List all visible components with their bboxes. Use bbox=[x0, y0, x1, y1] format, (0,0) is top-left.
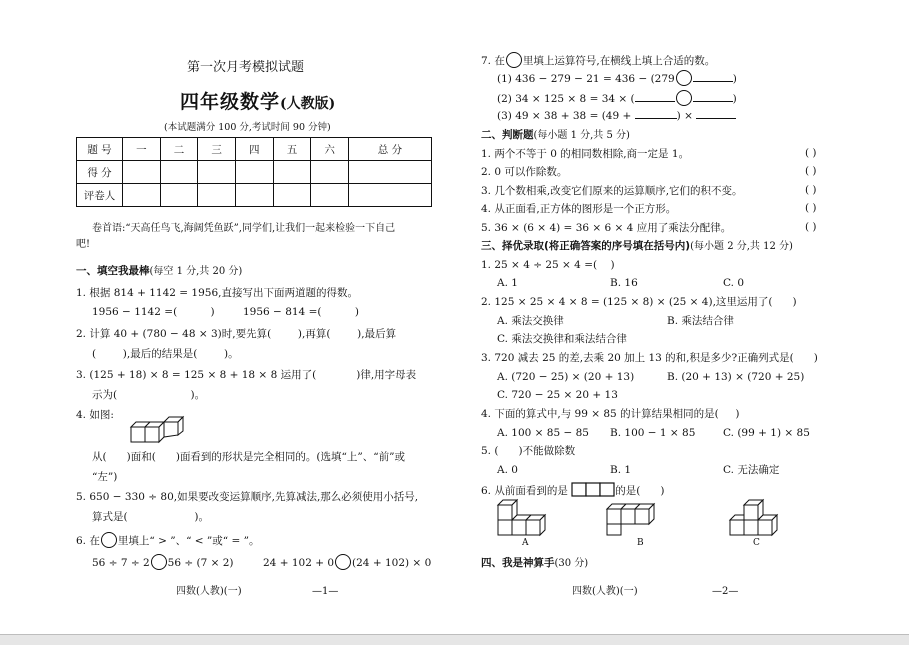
section2-title: 二、判断题 bbox=[481, 129, 534, 141]
judge-answer-paren[interactable]: ( ) bbox=[805, 202, 817, 214]
compare-circle-input[interactable] bbox=[335, 554, 351, 570]
option-a-label: A bbox=[522, 538, 529, 548]
answer-blank[interactable]: ( ) bbox=[494, 445, 523, 457]
q1-4-and: 面和 bbox=[130, 451, 152, 463]
window-bottom-bar bbox=[0, 634, 909, 645]
exam-title-edition: (人教版) bbox=[280, 96, 336, 112]
mc-question-text: 4. 下面的算式中,与 99 × 85 的计算结果相同的是 bbox=[481, 408, 715, 420]
q-number: 3. bbox=[76, 369, 87, 381]
section1-title: 一、填空我最棒 bbox=[76, 265, 150, 277]
q1-4-stem: 如图: bbox=[89, 409, 114, 421]
q1-2-mid: ,再算 bbox=[302, 328, 327, 340]
q1-5-stem: 650 − 330 ÷ 80,如果要改变运算顺序,先算减法,那么必须使用小括号, bbox=[89, 491, 419, 503]
circle-blank-icon bbox=[101, 532, 117, 548]
score-input-cell[interactable] bbox=[348, 161, 431, 184]
mc-option-c[interactable]: C. 0 bbox=[723, 277, 745, 289]
grader-input-cell[interactable] bbox=[311, 184, 349, 207]
q1-6-text bbox=[76, 532, 260, 548]
q-number: 1. bbox=[76, 287, 87, 299]
mc-question-text: 1. 25 × 4 ÷ 25 × 4 = bbox=[481, 259, 593, 271]
q1-2-text bbox=[76, 327, 396, 341]
grader-input-cell[interactable] bbox=[160, 184, 198, 207]
score-row bbox=[77, 161, 432, 184]
answer-blank[interactable]: ( ) bbox=[173, 306, 215, 318]
answer-blank[interactable]: ( ) bbox=[151, 451, 180, 463]
grader-input-cell[interactable] bbox=[273, 184, 311, 207]
exam-subtitle: 第一次月考模拟试题 bbox=[187, 60, 305, 75]
q1-7-l3-expr: (3) 49 × 38 + 38 = (49 + bbox=[497, 110, 632, 122]
mc-option-b[interactable]: B. 乘法结合律 bbox=[667, 315, 734, 327]
q1-6-expr2 bbox=[263, 554, 431, 570]
q1-1-a-expr: 1956 − 1142 = bbox=[92, 306, 174, 318]
option-b-label: B bbox=[637, 538, 644, 548]
judge-answer-paren[interactable]: ( ) bbox=[805, 147, 817, 159]
score-header-cell: 总 分 bbox=[348, 138, 431, 161]
mc-question bbox=[481, 351, 818, 365]
circle-blank-icon bbox=[506, 52, 522, 68]
mc-question-text: 6. 从前面看到的是 bbox=[481, 485, 568, 497]
score-input-cell[interactable] bbox=[311, 161, 349, 184]
q1-3-end: 。 bbox=[194, 389, 206, 401]
grader-input-cell[interactable] bbox=[235, 184, 273, 207]
score-header-cell: 二 bbox=[160, 138, 198, 161]
section3-header bbox=[481, 239, 793, 254]
mc-question-text: 不能做除数 bbox=[522, 445, 576, 457]
mc-option-c[interactable]: C. (99 + 1) × 85 bbox=[723, 427, 810, 439]
q1-6-expr1 bbox=[92, 554, 234, 570]
times-sign: × bbox=[684, 110, 693, 122]
option-b-cubes-figure[interactable] bbox=[605, 500, 661, 538]
footer-right-label: 四数(人教)(一) bbox=[572, 586, 638, 597]
score-header-row bbox=[77, 138, 432, 161]
score-header-cell: 题 号 bbox=[77, 138, 123, 161]
mc-option-a[interactable]: A. 1 bbox=[497, 277, 518, 289]
exam-title-main: 四年级数学 bbox=[180, 91, 281, 113]
answer-blank[interactable]: ( ) bbox=[193, 348, 229, 360]
score-input-cell[interactable] bbox=[160, 161, 198, 184]
mc-option-a[interactable]: A. 0 bbox=[497, 464, 518, 476]
mc-question bbox=[481, 295, 797, 309]
q1-5-end: 。 bbox=[198, 511, 209, 523]
q1-7-l1-expr: (1) 436 − 279 − 21 = 436 − (279 bbox=[497, 73, 675, 85]
mc-question-text: 2. 125 × 25 × 4 × 8 = (125 × 8) × (25 × 4),这里运用了 bbox=[481, 296, 769, 308]
cubes-figure bbox=[127, 415, 187, 445]
operator-circle-input[interactable] bbox=[676, 70, 692, 86]
intro-line-1: 卷首语:“天高任鸟飞,海阔凭鱼跃”,同学们,让我们一起来检验一下自己 bbox=[92, 223, 396, 234]
answer-underline[interactable] bbox=[693, 92, 733, 102]
score-header-cell: 一 bbox=[123, 138, 161, 161]
score-input-cell[interactable] bbox=[198, 161, 236, 184]
mc-question-num: 5. bbox=[481, 445, 492, 457]
score-input-cell[interactable] bbox=[273, 161, 311, 184]
option-c-label: C bbox=[753, 538, 760, 548]
mc-option-c[interactable]: C. 无法确定 bbox=[723, 464, 780, 476]
mc-option-b[interactable]: B. (20 + 13) × (720 + 25) bbox=[667, 371, 805, 383]
mc-question bbox=[481, 444, 575, 458]
answer-blank[interactable]: ( ) bbox=[326, 328, 362, 340]
q1-2-mid3: ,最后的结果是 bbox=[126, 348, 194, 360]
section2-header bbox=[481, 128, 630, 143]
grader-input-cell[interactable] bbox=[348, 184, 431, 207]
answer-blank[interactable]: ( ) bbox=[102, 451, 131, 463]
q1-7-line1 bbox=[497, 70, 737, 86]
score-input-cell[interactable] bbox=[235, 161, 273, 184]
q-number: 5. bbox=[76, 491, 87, 503]
q1-6-expr1-right: 56 ÷ (7 × 2) bbox=[167, 557, 234, 569]
answer-blank[interactable]: ( ) bbox=[92, 348, 127, 360]
q1-5-text bbox=[76, 490, 418, 504]
q1-7-l2-expr: (2) 34 × 125 × 8 = 34 × ( bbox=[497, 93, 635, 105]
q1-6-stem2: 里填上“ > ”、“ < ”或“ = ”。 bbox=[117, 535, 260, 547]
q1-5-label: 算式是 bbox=[92, 511, 124, 523]
q1-3-mid: 律,用字母表 bbox=[360, 369, 417, 381]
q1-3-text bbox=[76, 368, 416, 382]
q1-2-end: 。 bbox=[228, 348, 239, 360]
footer-right-page: —2— bbox=[712, 586, 739, 597]
answer-blank[interactable]: ( ) bbox=[312, 369, 361, 381]
q1-1-b-expr: 1956 − 814 = bbox=[243, 306, 318, 318]
q1-2-mid2: ,最后算 bbox=[361, 328, 397, 340]
answer-blank[interactable]: ( ) bbox=[636, 485, 665, 497]
section4-note: (30 分) bbox=[554, 558, 589, 569]
q1-6-expr1-left: 56 ÷ 7 ÷ 2 bbox=[92, 557, 150, 569]
q-number: 6. bbox=[76, 535, 87, 547]
close-paren: ) bbox=[732, 73, 737, 85]
score-header-cell: 四 bbox=[235, 138, 273, 161]
section4-title: 四、我是神算手 bbox=[481, 557, 555, 569]
answer-blank[interactable]: ( ) bbox=[768, 296, 797, 308]
exam-info: (本试题满分 100 分,考试时间 90 分钟) bbox=[164, 122, 331, 133]
judge-item: 2. 0 可以作除数。 bbox=[481, 166, 568, 178]
mc-option-b[interactable]: B. 100 − 1 × 85 bbox=[610, 427, 696, 439]
answer-underline[interactable] bbox=[635, 92, 675, 102]
q1-6-expr2-right: (24 + 102) × 0 bbox=[352, 557, 432, 569]
answer-underline[interactable] bbox=[635, 109, 677, 119]
score-header-cell: 三 bbox=[198, 138, 236, 161]
judge-answer-paren[interactable]: ( ) bbox=[805, 184, 817, 196]
mc-option-a[interactable]: A. (720 − 25) × (20 + 13) bbox=[497, 371, 635, 383]
q1-1-stem: 根据 814 + 1142 = 1956,直接写出下面两道题的得数。 bbox=[89, 287, 358, 299]
q1-7-text bbox=[481, 52, 715, 68]
answer-blank[interactable]: ( ) bbox=[593, 259, 615, 271]
close-paren: ) bbox=[732, 93, 737, 105]
answer-underline[interactable] bbox=[693, 72, 733, 82]
judge-answer-paren[interactable]: ( ) bbox=[805, 165, 817, 177]
q-number: 7. bbox=[481, 55, 492, 67]
answer-blank[interactable]: ( ) bbox=[714, 408, 740, 420]
option-c-cubes-figure[interactable] bbox=[728, 497, 784, 538]
q1-1-text bbox=[76, 286, 358, 300]
mc-question bbox=[481, 407, 739, 421]
answer-underline[interactable] bbox=[696, 109, 736, 119]
answer-blank[interactable]: ( ) bbox=[123, 511, 199, 523]
grader-input-cell[interactable] bbox=[123, 184, 161, 207]
judge-item: 5. 36 × (6 × 4) = 36 × 6 × 4 应用了乘法分配律。 bbox=[481, 222, 732, 234]
intro-line-2: 吧! bbox=[76, 239, 91, 250]
mc-option-a[interactable]: A. 100 × 85 − 85 bbox=[497, 427, 589, 439]
q1-7-stem: 在 bbox=[494, 55, 505, 67]
q1-7-line2 bbox=[497, 90, 737, 106]
judge-answer-paren[interactable]: ( ) bbox=[805, 221, 817, 233]
q-number: 2. bbox=[76, 328, 87, 340]
mc-question bbox=[481, 482, 664, 499]
q1-4-line3: “左”) bbox=[92, 471, 118, 483]
judge-item: 4. 从正面看,正方体的图形是一个正方形。 bbox=[481, 203, 677, 215]
q-number: 4. bbox=[76, 409, 87, 421]
judge-item: 1. 两个不等于 0 的相同数相除,商一定是 1。 bbox=[481, 148, 690, 160]
mc-question-text: 3. 720 减去 25 的差,去乘 20 加上 13 的和,积是多少?正确列式是 bbox=[481, 352, 790, 364]
section2-note: (每小题 1 分,共 5 分) bbox=[533, 130, 630, 141]
score-header-cell: 五 bbox=[273, 138, 311, 161]
section3-title: 三、择优录取(将正确答案的序号填在括号内) bbox=[481, 240, 691, 252]
q1-3-mid2: 示为 bbox=[92, 389, 113, 401]
q1-7-line3 bbox=[497, 109, 736, 123]
q1-3-line2 bbox=[92, 388, 205, 402]
q1-3-stem: (125 + 18) × 8 = 125 × 8 + 18 × 8 运用了 bbox=[89, 369, 313, 381]
answer-blank[interactable]: ( ) bbox=[317, 306, 359, 318]
q1-5-line2 bbox=[92, 510, 209, 524]
answer-blank[interactable]: ( ) bbox=[267, 328, 303, 340]
section4-header bbox=[481, 556, 588, 571]
q1-2-stem: 计算 40 + (780 − 48 × 3)时,要先算 bbox=[89, 328, 268, 340]
mc-option-a[interactable]: A. 乘法交换律 bbox=[497, 315, 564, 327]
option-a-cubes-figure[interactable] bbox=[496, 498, 552, 538]
q1-4-from: 从 bbox=[92, 451, 103, 463]
section1-note: (每空 1 分,共 20 分) bbox=[149, 266, 243, 277]
footer-left-label: 四数(人教)(一) bbox=[176, 586, 242, 597]
answer-blank[interactable]: ( ) bbox=[113, 389, 195, 401]
q1-6-stem: 在 bbox=[89, 535, 100, 547]
q1-4-text bbox=[76, 408, 114, 422]
grader-input-cell[interactable] bbox=[198, 184, 236, 207]
footer-left-page: —1— bbox=[312, 586, 339, 597]
q1-4-rest: 面看到的形状是完全相同的。(选填“上”、“前”或 bbox=[179, 451, 406, 463]
answer-blank[interactable]: ( ) bbox=[789, 352, 818, 364]
mc-option-c[interactable]: C. 720 − 25 × 20 + 13 bbox=[497, 389, 618, 401]
q1-1-b bbox=[243, 305, 359, 319]
grader-row bbox=[77, 184, 432, 207]
q1-6-expr2-left: 24 + 102 + 0 bbox=[263, 557, 335, 569]
section1-header bbox=[76, 264, 242, 279]
score-table bbox=[76, 137, 432, 207]
q1-1-parts bbox=[92, 305, 215, 319]
exam-title bbox=[180, 91, 335, 116]
judge-item: 3. 几个数相乘,改变它们原来的运算顺序,它们的积不变。 bbox=[481, 185, 743, 197]
q1-7-stem2: 里填上运算符号,在横线上填上合适的数。 bbox=[522, 55, 716, 67]
mc-option-b[interactable]: B. 16 bbox=[610, 277, 638, 289]
mc-option-b[interactable]: B. 1 bbox=[610, 464, 632, 476]
grader-row-label: 评卷人 bbox=[77, 184, 123, 207]
compare-circle-input[interactable] bbox=[151, 554, 167, 570]
score-row-label: 得 分 bbox=[77, 161, 123, 184]
score-header-cell: 六 bbox=[311, 138, 349, 161]
q1-2-line2 bbox=[92, 347, 239, 361]
close-paren: ) bbox=[676, 110, 681, 122]
q1-4-line2 bbox=[92, 450, 405, 464]
score-input-cell[interactable] bbox=[123, 161, 161, 184]
mc-question bbox=[481, 258, 615, 272]
section3-note: (每小题 2 分,共 12 分) bbox=[690, 241, 793, 252]
three-squares-icon bbox=[571, 482, 615, 497]
operator-circle-input[interactable] bbox=[676, 90, 692, 106]
mc-option-c[interactable]: C. 乘法交换律和乘法结合律 bbox=[497, 333, 627, 345]
mc-question-text2: 的是 bbox=[615, 485, 637, 497]
